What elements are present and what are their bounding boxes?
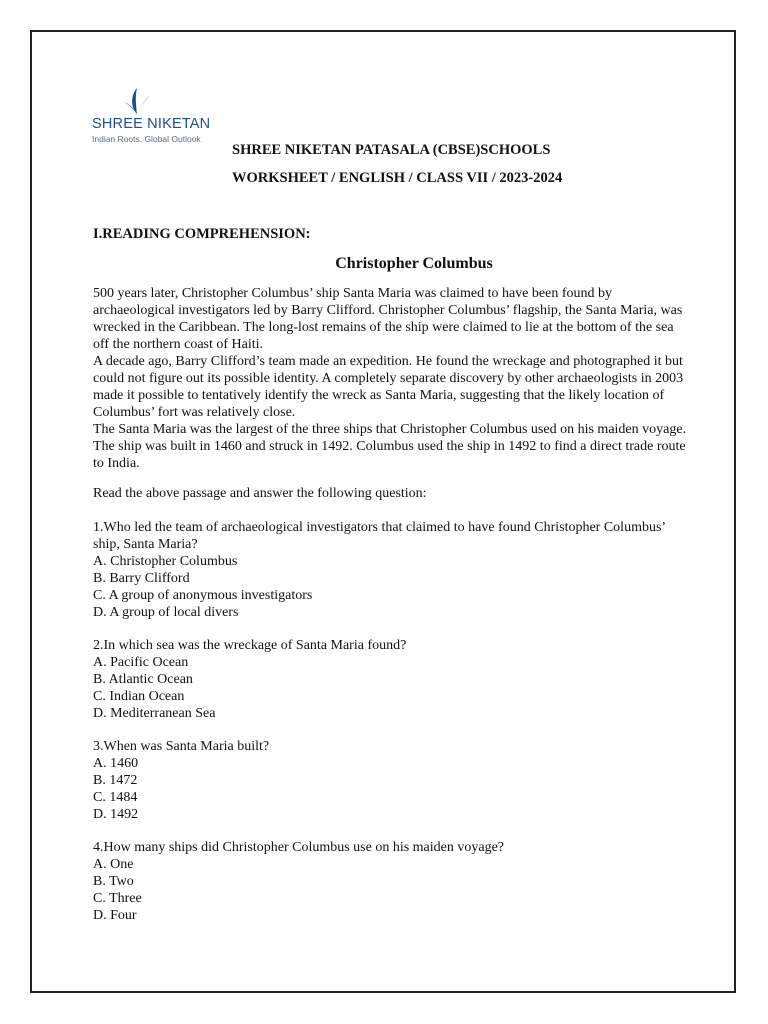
school-logo	[92, 86, 222, 148]
option: C. Indian Ocean	[93, 689, 185, 704]
question-item	[93, 637, 693, 722]
passage-paragraph: A decade ago, Barry Clifford’s team made an expedition. He found the wreckage and photographed it but could not figure out its possible identity. A completely separate discovery by other archaeologists in 2003 made it possible to tentatively identify the wreck as Santa Maria, suggesting that the likely location of Columbus’ fort was relatively close.	[93, 354, 684, 420]
passage-title: Christopher Columbus	[335, 255, 493, 272]
passage-paragraph: 500 years later, Christopher Columbus’ ship Santa Maria was claimed to have been found by archaeological investigators led by Barry Clifford. Christopher Columbus’ flagship, the Santa Maria, was wrecked in the Caribbean. The long-lost remains of the ship were claimed to lie at the bottom of the sea off the northern coast of Haiti.	[93, 286, 683, 352]
passage-paragraph: The Santa Maria was the largest of the three ships that Christopher Columbus used on his maiden voyage. The ship was built in 1460 and struck in 1492. Columbus used the ship in 1492 to find a direct trade route to India.	[93, 422, 687, 471]
passage	[93, 285, 693, 472]
option: D. Four	[93, 908, 137, 923]
option: A. Pacific Ocean	[93, 655, 189, 670]
worksheet-title: WORKSHEET / ENGLISH / CLASS VII / 2023-2024	[232, 170, 563, 186]
question-item	[93, 738, 693, 823]
question-text: 1.Who led the team of archaeological investigators that claimed to have found Christopher Columbus’ ship, Santa Maria?	[93, 520, 666, 552]
question-text: 2.In which sea was the wreckage of Santa Maria found?	[93, 638, 407, 653]
option: A. 1460	[93, 756, 139, 771]
option: B. 1472	[93, 773, 138, 788]
option: B. Barry Clifford	[93, 571, 190, 586]
option: A. One	[93, 857, 134, 872]
option: A. Christopher Columbus	[93, 554, 238, 569]
option: B. Atlantic Ocean	[93, 672, 193, 687]
option: D. 1492	[93, 807, 139, 822]
question-text: 3.When was Santa Maria built?	[93, 739, 270, 754]
option: B. Two	[93, 874, 134, 889]
option: C. A group of anonymous investigators	[93, 588, 313, 603]
school-name: SHREE NIKETAN PATASALA (CBSE)SCHOOLS	[232, 142, 551, 158]
option: C. Three	[93, 891, 142, 906]
section-heading: I.READING COMPREHENSION:	[93, 226, 311, 242]
question-item	[93, 839, 693, 924]
option: D. Mediterranean Sea	[93, 706, 216, 721]
leaf-icon	[122, 86, 152, 116]
question-list	[93, 519, 693, 940]
logo-name: SHREE NIKETAN	[92, 116, 211, 132]
question-item	[93, 519, 693, 621]
option: D. A group of local divers	[93, 605, 239, 620]
question-text: 4.How many ships did Christopher Columbus use on his maiden voyage?	[93, 840, 505, 855]
logo-tagline: Indian Roots. Global Outlook	[92, 134, 201, 144]
option: C. 1484	[93, 790, 138, 805]
instruction-text: Read the above passage and answer the following question:	[93, 486, 427, 501]
